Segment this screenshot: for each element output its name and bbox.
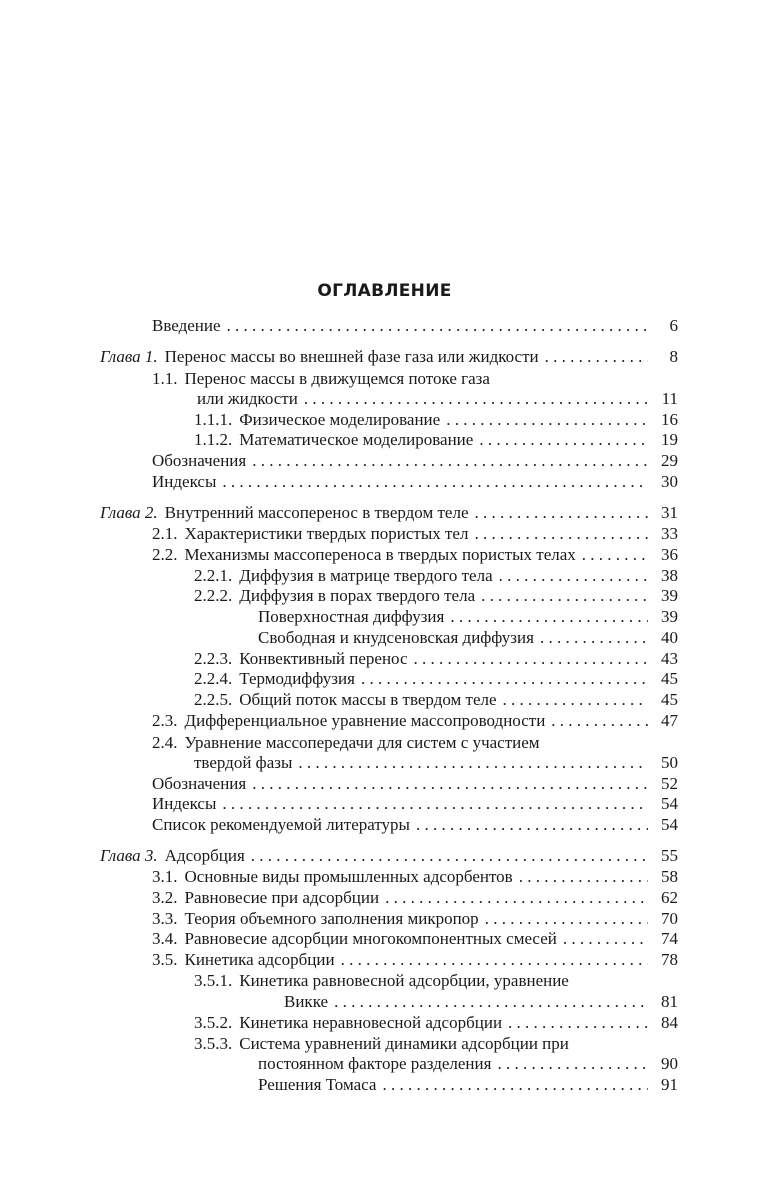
leader-dots — [576, 544, 648, 565]
toc-entry — [152, 908, 678, 929]
leader-dots — [245, 845, 648, 866]
toc-entry-title: Конвективный перенос — [239, 649, 408, 668]
toc-entry-page: 84 — [661, 1013, 678, 1032]
toc-entry-page: 6 — [669, 316, 678, 335]
toc-entry-title: Основные виды промышленных адсорбентов — [184, 867, 513, 886]
toc-entry-title: твердой фазы — [194, 753, 293, 772]
toc-entry-title: Адсорбция — [164, 846, 245, 865]
toc-entry — [258, 606, 678, 627]
toc-entry-continuation — [258, 1053, 678, 1074]
toc-entry-title: Характеристики твердых пористых тел — [184, 524, 469, 543]
toc-entry-title: Обозначения — [152, 774, 247, 793]
leader-dots — [475, 585, 648, 606]
chapter-number: Глава 1. — [100, 347, 158, 366]
leader-dots — [355, 668, 648, 689]
toc-chapter — [100, 845, 678, 866]
toc-entry — [152, 732, 678, 753]
toc-entry-page: 78 — [661, 950, 678, 969]
leader-dots — [469, 502, 649, 523]
leader-dots — [335, 949, 648, 970]
leader-dots — [216, 793, 648, 814]
toc-entry-title: Механизмы массопереноса в твердых пористых телах — [184, 545, 576, 564]
toc-entry-page: 91 — [661, 1075, 678, 1094]
section-number: 2.2.4. — [194, 669, 233, 688]
toc-entry-page: 47 — [661, 711, 678, 730]
toc-entry-title: Физическое моделирование — [239, 410, 441, 429]
section-number: 2.1. — [152, 524, 178, 543]
toc-entry-page: 29 — [661, 451, 678, 470]
toc-entry — [258, 1074, 678, 1095]
toc-entry-page: 55 — [661, 846, 678, 865]
section-number: 1.1. — [152, 369, 178, 388]
toc-entry-title: Решения Томаса — [258, 1075, 377, 1094]
toc-entry — [194, 585, 678, 606]
toc-entry-page: 11 — [661, 389, 678, 408]
leader-dots — [328, 991, 648, 1012]
toc-entry-page: 54 — [661, 815, 678, 834]
chapter-number: Глава 3. — [100, 846, 158, 865]
section-number: 2.4. — [152, 733, 178, 752]
toc-entry — [194, 970, 678, 991]
toc-entry — [152, 814, 678, 835]
toc-entry-title: Дифференциальное уравнение массопроводности — [184, 711, 546, 730]
toc-entry — [152, 450, 678, 471]
leader-dots — [557, 928, 648, 949]
toc-entry-page: 52 — [661, 774, 678, 793]
toc-entry-page: 50 — [661, 753, 678, 772]
toc-entry — [194, 668, 678, 689]
leader-dots — [246, 450, 648, 471]
toc-entry-page: 81 — [661, 992, 678, 1011]
toc-entry-title: Теория объемного заполнения микропор — [184, 909, 479, 928]
toc-entry-continuation — [197, 388, 678, 409]
leader-dots — [513, 866, 648, 887]
toc-entry-page: 8 — [669, 347, 678, 366]
leader-dots — [493, 565, 648, 586]
toc-entry — [194, 1012, 678, 1033]
section-number: 3.4. — [152, 929, 178, 948]
toc-entry-title: Равновесие адсорбции многокомпонентных смесей — [184, 929, 557, 948]
section-number: 1.1.2. — [194, 430, 233, 449]
leader-dots — [246, 773, 648, 794]
leader-dots — [497, 689, 648, 710]
toc-entry — [194, 648, 678, 669]
toc-entry-title: Уравнение массопередачи для систем с участием — [184, 733, 540, 752]
section-number: 2.3. — [152, 711, 178, 730]
toc-entry-title: Диффузия в матрице твердого тела — [239, 566, 493, 585]
toc-entry — [152, 710, 678, 731]
toc-entry-title: Индексы — [152, 472, 217, 491]
section-number: 3.5.1. — [194, 971, 233, 990]
section-number: 3.1. — [152, 867, 178, 886]
toc-entry-page: 36 — [661, 545, 678, 564]
toc-entry-page: 33 — [661, 524, 678, 543]
toc-entry-page: 16 — [661, 410, 678, 429]
toc-entry — [152, 866, 678, 887]
toc-entry-title: Математическое моделирование — [239, 430, 474, 449]
toc-entry-title: Кинетика адсорбции — [184, 950, 335, 969]
toc-entry-page: 74 — [661, 929, 678, 948]
toc-entry-title: Система уравнений динамики адсорбции при — [239, 1034, 569, 1053]
toc-entry-continuation — [194, 752, 678, 773]
toc-entry-title: Обозначения — [152, 451, 247, 470]
leader-dots — [221, 315, 648, 336]
leader-dots — [379, 887, 648, 908]
toc-entry-page: 45 — [661, 669, 678, 688]
toc-entry-page: 39 — [661, 586, 678, 605]
leader-dots — [534, 627, 648, 648]
chapter-number: Глава 2. — [100, 503, 158, 522]
toc-entry-title: или жидкости — [197, 389, 298, 408]
section-number: 2.2.5. — [194, 690, 233, 709]
leader-dots — [216, 471, 648, 492]
toc-entry-continuation — [284, 991, 678, 1012]
leader-dots — [292, 752, 648, 773]
toc-entry-page: 45 — [661, 690, 678, 709]
leader-dots — [473, 429, 648, 450]
leader-dots — [440, 409, 648, 430]
toc-entry-page: 62 — [661, 888, 678, 907]
toc-entry — [152, 544, 678, 565]
section-number: 2.2. — [152, 545, 178, 564]
toc-entry-title: Викке — [284, 992, 329, 1011]
leader-dots — [545, 710, 648, 731]
toc-entry-page: 31 — [661, 503, 678, 522]
leader-dots — [298, 388, 648, 409]
toc-entry-page: 43 — [661, 649, 678, 668]
toc-entry-title: Общий поток массы в твердом теле — [239, 690, 497, 709]
leader-dots — [376, 1074, 648, 1095]
toc-entry-title: Кинетика неравновесной адсорбции — [239, 1013, 503, 1032]
toc-entry — [258, 627, 678, 648]
toc-entry-title: Индексы — [152, 794, 217, 813]
section-number: 3.5.3. — [194, 1034, 233, 1053]
toc-entry-page: 90 — [661, 1054, 678, 1073]
toc-entry-page: 39 — [661, 607, 678, 626]
leader-dots — [502, 1012, 648, 1033]
toc-entry-page: 54 — [661, 794, 678, 813]
leader-dots — [444, 606, 648, 627]
toc-entry — [152, 368, 678, 389]
toc-entry — [152, 928, 678, 949]
toc-entry-page: 38 — [661, 566, 678, 585]
toc-entry — [152, 471, 678, 492]
toc-entry-title: постоянном факторе разделения — [258, 1054, 492, 1073]
toc-entry — [152, 315, 678, 336]
section-number: 2.2.1. — [194, 566, 233, 585]
leader-dots — [539, 346, 648, 367]
leader-dots — [491, 1053, 648, 1074]
section-number: 3.5. — [152, 950, 178, 969]
leader-dots — [479, 908, 648, 929]
toc-entry-title: Термодиффузия — [239, 669, 355, 688]
toc-entry — [152, 949, 678, 970]
section-number: 3.3. — [152, 909, 178, 928]
toc-entry — [194, 1033, 678, 1054]
section-number: 2.2.3. — [194, 649, 233, 668]
leader-dots — [408, 648, 648, 669]
toc-entry-title: Кинетика равновесной адсорбции, уравнение — [239, 971, 569, 990]
toc-entry-title: Список рекомендуемой литературы — [152, 815, 410, 834]
toc-entry — [152, 793, 678, 814]
toc-entry-page: 70 — [661, 909, 678, 928]
section-number: 3.2. — [152, 888, 178, 907]
toc-entry — [194, 689, 678, 710]
toc-entry — [152, 887, 678, 908]
toc-entry-title: Диффузия в порах твердого тела — [239, 586, 476, 605]
toc-chapter — [100, 346, 678, 367]
toc-entry — [152, 523, 678, 544]
toc-entry-title: Перенос массы в движущемся потоке газа — [184, 369, 490, 388]
section-number: 3.5.2. — [194, 1013, 233, 1032]
toc-entry-title: Равновесие при адсорбции — [184, 888, 380, 907]
toc-entry-page: 19 — [661, 430, 678, 449]
toc-entry — [194, 409, 678, 430]
toc-entry-title: Свободная и кнудсеновская диффузия — [258, 628, 534, 647]
section-number: 1.1.1. — [194, 410, 233, 429]
page-title: ОГЛАВЛЕНИЕ — [317, 281, 452, 301]
leader-dots — [468, 523, 648, 544]
toc-entry-page: 58 — [661, 867, 678, 886]
toc-entry — [194, 565, 678, 586]
toc-entry — [194, 429, 678, 450]
toc-entry-title: Введение — [152, 316, 221, 335]
leader-dots — [410, 814, 648, 835]
toc-entry-page: 40 — [661, 628, 678, 647]
toc-chapter — [100, 502, 678, 523]
toc-entry-title: Перенос массы во внешней фазе газа или жидкости — [164, 347, 539, 366]
toc-entry-title: Внутренний массоперенос в твердом теле — [164, 503, 469, 522]
toc-entry — [152, 773, 678, 794]
toc-entry-title: Поверхностная диффузия — [258, 607, 445, 626]
toc-entry-page: 30 — [661, 472, 678, 491]
section-number: 2.2.2. — [194, 586, 233, 605]
